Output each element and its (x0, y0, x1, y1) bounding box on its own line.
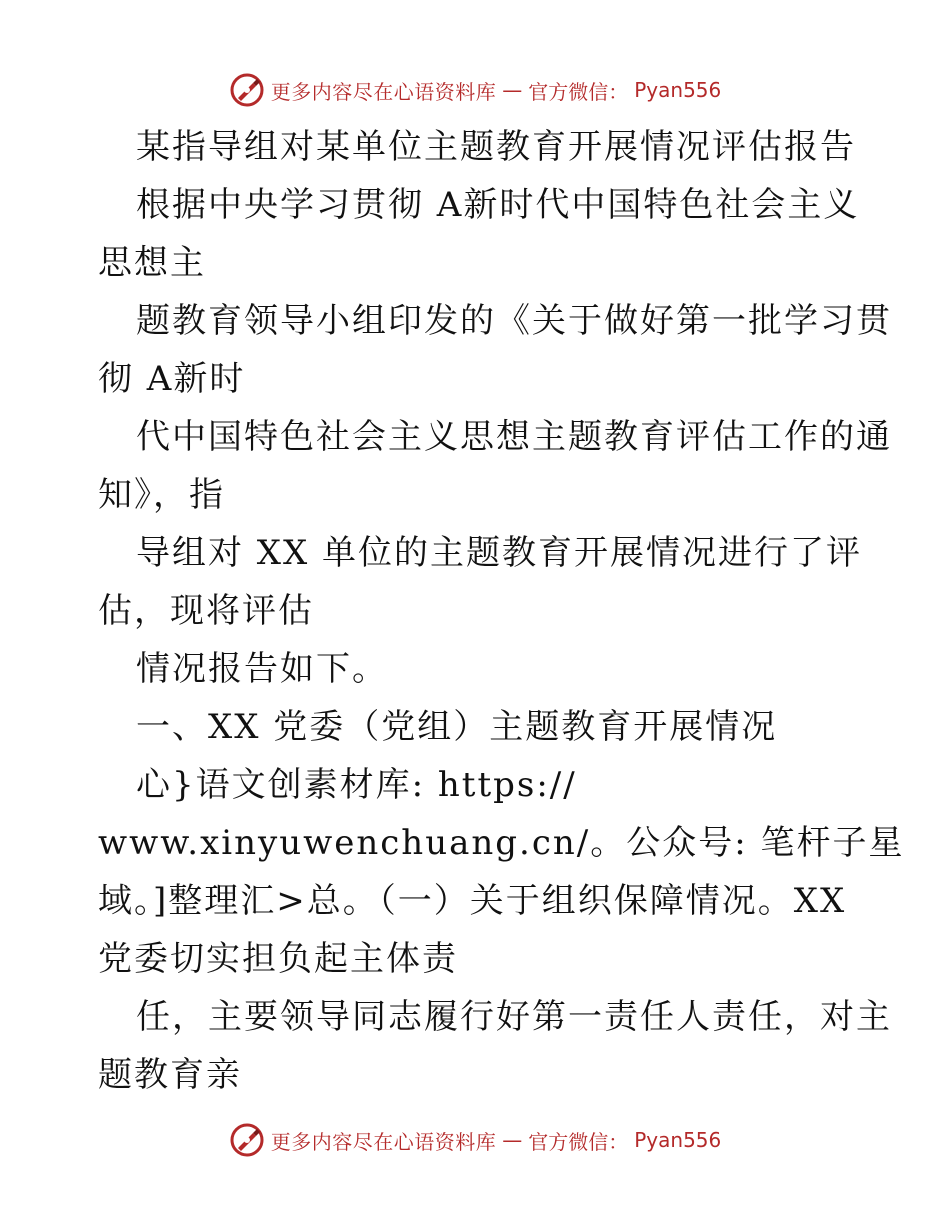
text-line: 心}语文创素材库: https:// (136, 765, 577, 805)
pen-logo-icon (229, 1122, 265, 1158)
banner-wechat-label: 官方微信： (528, 1129, 629, 1154)
footer-banner (0, 1120, 950, 1160)
text-line: 党委切实担负起主体责 (98, 939, 458, 979)
text-line: 根据中央学习贯彻 A新时代中国特色社会主义 (136, 185, 860, 225)
text-line: 代中国特色社会主义思想主题教育评估工作的通 (136, 417, 892, 457)
banner-text: 更多内容尽在心语资料库 (270, 79, 497, 104)
text-line: 彻 A新时 (98, 359, 246, 399)
banner-wechat-id: Pyan556 (634, 1128, 722, 1152)
banner-text: 更多内容尽在心语资料库 (270, 1129, 497, 1154)
text-line: 域。]整理汇>总。（一）关于组织保障情况。XX (98, 881, 847, 921)
text-line: 题教育亲 (98, 1055, 242, 1095)
text-line: 估，现将评估 (98, 591, 314, 631)
banner-wechat-id: Pyan556 (634, 78, 722, 102)
banner-separator: — (502, 1128, 523, 1152)
text-line: 情况报告如下。 (136, 649, 388, 689)
text-line: 导组对 XX 单位的主题教育开展情况进行了评 (136, 533, 863, 573)
text-line: 知》，指 (98, 475, 225, 515)
text-line: 一、XX 党委（党组）主题教育开展情况 (136, 707, 778, 747)
text-line: 任，主要领导同志履行好第一责任人责任，对主 (136, 997, 892, 1037)
banner-wechat-label: 官方微信： (528, 79, 629, 104)
header-banner (0, 70, 950, 110)
document-body (98, 118, 905, 1104)
pen-logo-icon (229, 72, 265, 108)
text-line: 某指导组对某单位主题教育开展情况评估报告 (136, 127, 856, 167)
text-line: 题教育领导小组印发的《关于做好第一批学习贯 (136, 301, 892, 341)
banner-separator: — (502, 78, 523, 102)
text-line: www.xinyuwenchuang.cn/。公众号: 笔杆子星 (98, 823, 905, 863)
text-line: 思想主 (98, 243, 206, 283)
